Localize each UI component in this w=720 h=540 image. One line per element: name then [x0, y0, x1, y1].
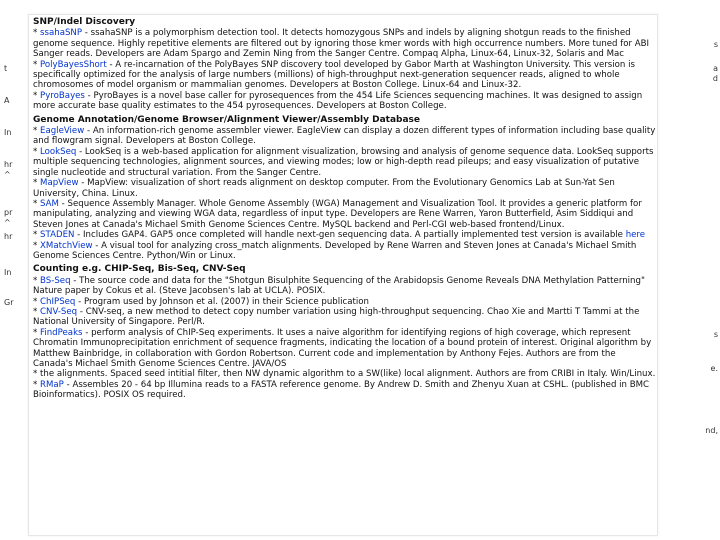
- bullet: *: [33, 198, 38, 209]
- tool-description: - ssahaSNP is a polymorphism detection tool. It detects homozygous SNPs and indels by aligning shotgun reads to the finished genome sequence. Highly repetitive elements are filtered out by ignoring those kmer words with high occurrence numbers. More tuned for ABI Sanger reads. Developers are Adam Spargo and Zemin Ning from the Sanger Centre. Compaq Alpha, Linux-64, Linux-32, Solaris and Mac: [33, 28, 650, 60]
- tool-name-link[interactable]: ChIPSeq: [40, 296, 76, 307]
- tool-list-item: [33, 28, 657, 59]
- bullet: *: [33, 379, 38, 390]
- tool-description: - Program used by Johnson et al. (2007) in their Science publication: [75, 296, 369, 307]
- section-title: SNP/Indel Discovery: [33, 17, 136, 27]
- tool-list-item: [33, 91, 657, 112]
- tool-list-item: [33, 369, 657, 379]
- software-list-panel: [28, 14, 658, 536]
- bullet: *: [33, 240, 38, 251]
- tool-description: - perform analysis of ChIP-Seq experiments. It uses a naive algorithm for identifying regions of high coverage, which represent Chromatin Immunoprecipitation enrichment of sequence fragments, indicating the location of a bound protein of interest. Original algorithm by Matthew Bainbridge, in collaboration with Gordon Robertson. Current code and implementation by Anthony Fejes. Authors are from the Canada's Michael Smith Genome Sciences Centre. JAVA/OS: [33, 327, 652, 369]
- tool-name-link[interactable]: STADEN: [40, 230, 75, 241]
- bullet: *: [33, 90, 38, 101]
- tool-list: [29, 28, 657, 111]
- tool-description: - LookSeq is a web-based application for alignment visualization, browsing and analysis of genome sequence data. LookSeq supports multiple sequencing technologies, alignment sources, and viewing modes; low or high-depth read pileups; and easy visualization of putative single nucleotide and structural variation. From the Sanger Centre.: [33, 146, 654, 178]
- tool-name-link[interactable]: PolyBayesShort: [40, 59, 107, 70]
- tool-list-item: [33, 380, 657, 401]
- background-text-fragment: Gr: [4, 298, 14, 307]
- tool-description: - CNV-seq, a new method to detect copy number variation using high-throughput sequencing. Chao Xie and Martti T Tammi at the National University of Singapore. Perl/R.: [33, 306, 640, 328]
- background-edge-fragment: e.: [710, 364, 718, 373]
- tool-name-link[interactable]: CNV-Seq: [40, 306, 78, 317]
- tool-list-item: [33, 230, 657, 240]
- background-text-fragment: In: [4, 268, 12, 277]
- background-text-fragment: hr: [4, 232, 13, 241]
- bullet: *: [33, 178, 38, 189]
- background-text-fragment: ^: [4, 218, 11, 227]
- bullet: *: [33, 275, 38, 286]
- tool-list-item: [33, 199, 657, 230]
- tool-name-link[interactable]: BS-Seq: [40, 275, 71, 286]
- tool-list-item: [33, 241, 657, 262]
- bullet: *: [33, 146, 38, 157]
- tool-list-item: [33, 178, 657, 199]
- tool-description: - MapView: visualization of short reads alignment on desktop computer. From the Evolutionary Genomics Lab at Sun-Yat Sen University, China. Linux.: [33, 178, 615, 199]
- background-edge-fragment: s: [713, 330, 718, 339]
- tool-description: - Sequence Assembly Manager. Whole Genome Assembly (WGA) Management and Visualization Tool. It provides a generic platform for manipulating, analyzing and viewing WGA data, regardless of input type. Developers are Rene Warren, Yaron Butterfield, Asim Siddiqui and Steven Jones at Canada's Michael Smith Genome Sciences Centre. MySQL backend and Perl-CGI web-based frontend/Linux.: [33, 198, 642, 230]
- tool-list-item: [33, 328, 657, 370]
- bullet: *: [33, 126, 38, 137]
- tool-list-item: [33, 276, 657, 297]
- background-edge-fragment: a: [713, 64, 718, 73]
- tool-description: - A re-incarnation of the PolyBayes SNP discovery tool developed by Gabor Marth at Washington University. This version is specifically optimized for the analysis of large numbers (millions) of high-throughput next-generation sequencer reads, aligned to whole chromosomes of model organism or mammalian genomes. Developers at Boston College. Linux-64 and Linux-32.: [33, 59, 635, 91]
- background-text-fragment: In: [4, 128, 12, 137]
- background-edge-fragment: nd,: [705, 426, 718, 435]
- section-title: Counting e.g. CHIP-Seq, Bis-Seq, CNV-Seq: [33, 264, 246, 275]
- tool-name-link[interactable]: RMaP: [40, 379, 64, 390]
- background-text-fragment: t: [4, 64, 8, 73]
- tool-name-link[interactable]: FindPeaks: [40, 327, 83, 338]
- background-text-fragment: ^: [4, 170, 11, 179]
- bullet: *: [33, 230, 38, 241]
- tool-name-link[interactable]: ssahaSNP: [40, 28, 83, 39]
- tool-name-link[interactable]: PyroBayes: [40, 90, 85, 101]
- tool-description: - PyroBayes is a novel base caller for pyrosequences from the 454 Life Sciences sequencing machines. It was designed to assign more accurate base quality estimates to the 454 pyrosequences. Developers at Boston College.: [33, 90, 643, 112]
- tool-list-item: [33, 147, 657, 178]
- tool-description: - A visual tool for analyzing cross_match alignments. Developed by Rene Warren and Steven Jones at Canada's Michael Smith Genome Sciences Centre. Python/Win or Linux.: [33, 240, 637, 261]
- tool-description: - Includes GAP4. GAP5 once completed will handle next-gen sequencing data. A partially implemented test version is available: [74, 230, 626, 241]
- bullet: *: [33, 306, 38, 317]
- tool-list: [29, 276, 657, 401]
- background-text-fragment: hr: [4, 160, 13, 169]
- background-text-fragment: pr: [4, 208, 13, 217]
- tool-description: - Assembles 20 - 64 bp Illumina reads to a FASTA reference genome. By Andrew D. Smith and Zhenyu Xuan at CSHL. (published in BMC Bioinformatics). POSIX OS required.: [33, 379, 650, 401]
- tool-description: - An information-rich genome assembler viewer. EagleView can display a dozen different types of information including base quality and flowgram signal. Developers at Boston College.: [33, 126, 656, 147]
- bullet: *: [33, 327, 38, 338]
- tool-description: the alignments. Spaced seed intitial filter, then NW dynamic algorithm to a SW(like) local alignment. Authors are from CRIBI in Italy. Win/Linux.: [40, 369, 656, 380]
- bullet: *: [33, 28, 38, 39]
- tool-list-item: [33, 60, 657, 91]
- bullet: *: [33, 369, 38, 380]
- background-edge-fragment: d: [712, 74, 718, 83]
- section-title: Genome Annotation/Genome Browser/Alignment Viewer/Assembly Database: [33, 114, 421, 125]
- tool-list-item: [33, 297, 657, 307]
- tool-name-link[interactable]: LookSeq: [40, 146, 77, 157]
- tool-name-link[interactable]: SAM: [40, 198, 59, 209]
- background-edge-fragment: s: [713, 40, 718, 49]
- tool-list: [29, 126, 657, 261]
- bullet: *: [33, 59, 38, 70]
- inline-link[interactable]: here: [625, 230, 646, 241]
- tool-list-item: [33, 126, 657, 147]
- tool-description: - The source code and data for the "Shotgun Bisulphite Sequencing of the Arabidopsis Genome Reveals DNA Methylation Patterning" Nature paper by Cokus et al. (Steve Jacobsen's lab at UCLA). POSIX.: [33, 275, 645, 297]
- tool-list-item: [33, 307, 657, 328]
- bullet: *: [33, 296, 38, 307]
- background-text-fragment: A: [4, 96, 10, 105]
- tool-name-link[interactable]: XMatchView: [40, 240, 93, 251]
- tool-name-link[interactable]: EagleView: [40, 126, 85, 137]
- tool-name-link[interactable]: MapView: [40, 178, 79, 189]
